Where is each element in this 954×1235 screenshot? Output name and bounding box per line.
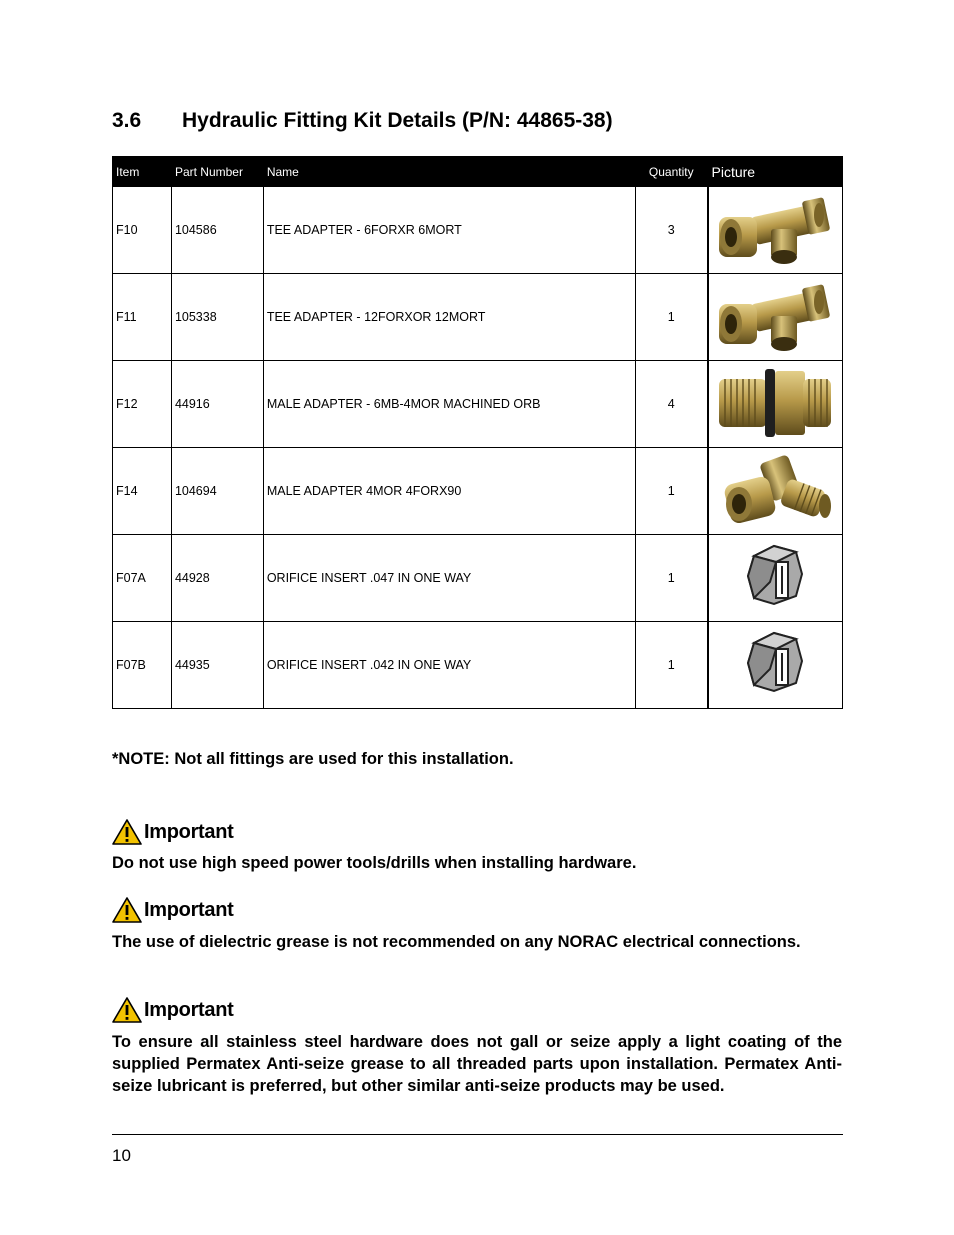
- warning-icon: [112, 896, 142, 924]
- table-header-row: [113, 157, 843, 187]
- cell-picture: [708, 187, 843, 274]
- header-quantity: Quantity: [636, 157, 708, 187]
- section-heading: [112, 109, 613, 133]
- installation-note: *NOTE: Not all fittings are used for this installation.: [112, 750, 514, 768]
- header-picture: Picture: [708, 157, 843, 187]
- cell-quantity: 1: [636, 622, 708, 709]
- page-number: 10: [112, 1146, 131, 1165]
- important-text: Do not use high speed power tools/drills when installing hardware.: [112, 854, 637, 872]
- header-item: Item: [113, 157, 172, 187]
- important-header: [112, 896, 234, 924]
- cell-item: F11: [113, 274, 172, 361]
- cell-item: F14: [113, 448, 172, 535]
- cell-part-number: 44916: [171, 361, 263, 448]
- cell-picture: [708, 361, 843, 448]
- section-title: Hydraulic Fitting Kit Details (P/N: 44865-38): [182, 109, 613, 132]
- important-label: Important: [144, 898, 234, 921]
- cell-part-number: 44928: [171, 535, 263, 622]
- important-label: Important: [144, 998, 234, 1021]
- cell-part-number: 104586: [171, 187, 263, 274]
- table-row: [113, 448, 843, 535]
- cell-name: TEE ADAPTER - 12FORXOR 12MORT: [263, 274, 635, 361]
- table-row: [113, 535, 843, 622]
- important-label: Important: [144, 820, 234, 843]
- orifice-insert-icon: [740, 542, 810, 612]
- tee-adapter-icon: [713, 189, 837, 269]
- cell-quantity: 1: [636, 274, 708, 361]
- cell-part-number: 105338: [171, 274, 263, 361]
- cell-quantity: 1: [636, 535, 708, 622]
- elbow-adapter-icon: [713, 450, 837, 530]
- warning-icon: [112, 818, 142, 846]
- cell-picture: [708, 274, 843, 361]
- table-row: [113, 622, 843, 709]
- cell-part-number: 104694: [171, 448, 263, 535]
- cell-name: MALE ADAPTER - 6MB-4MOR MACHINED ORB: [263, 361, 635, 448]
- male-adapter-icon: [713, 365, 837, 441]
- cell-name: ORIFICE INSERT .047 IN ONE WAY: [263, 535, 635, 622]
- cell-picture: [708, 535, 843, 622]
- table-row: [113, 187, 843, 274]
- important-text: To ensure all stainless steel hardware does not gall or seize apply a light coating of the supplied Permatex Anti-seize grease to all threaded parts upon installation. Permatex Anti-seize lubricant is preferred, but other similar anti-seize products may be used.: [112, 1033, 842, 1095]
- fitting-kit-table: [112, 156, 843, 709]
- cell-part-number: 44935: [171, 622, 263, 709]
- orifice-insert-icon: [740, 629, 810, 699]
- cell-item: F12: [113, 361, 172, 448]
- cell-item: F07B: [113, 622, 172, 709]
- cell-picture: [708, 622, 843, 709]
- section-number: 3.6: [112, 109, 142, 132]
- tee-adapter-icon: [713, 276, 837, 356]
- header-name: Name: [263, 157, 635, 187]
- cell-name: ORIFICE INSERT .042 IN ONE WAY: [263, 622, 635, 709]
- table-row: [113, 274, 843, 361]
- header-part-number: Part Number: [171, 157, 263, 187]
- cell-quantity: 1: [636, 448, 708, 535]
- cell-item: F10: [113, 187, 172, 274]
- footer-rule: [112, 1134, 843, 1135]
- important-header: [112, 996, 234, 1024]
- warning-icon: [112, 996, 142, 1024]
- cell-name: TEE ADAPTER - 6FORXR 6MORT: [263, 187, 635, 274]
- important-header: [112, 818, 234, 846]
- important-text: The use of dielectric grease is not recommended on any NORAC electrical connections.: [112, 933, 801, 951]
- cell-picture: [708, 448, 843, 535]
- cell-name: MALE ADAPTER 4MOR 4FORX90: [263, 448, 635, 535]
- cell-quantity: 3: [636, 187, 708, 274]
- cell-quantity: 4: [636, 361, 708, 448]
- cell-item: F07A: [113, 535, 172, 622]
- table-row: [113, 361, 843, 448]
